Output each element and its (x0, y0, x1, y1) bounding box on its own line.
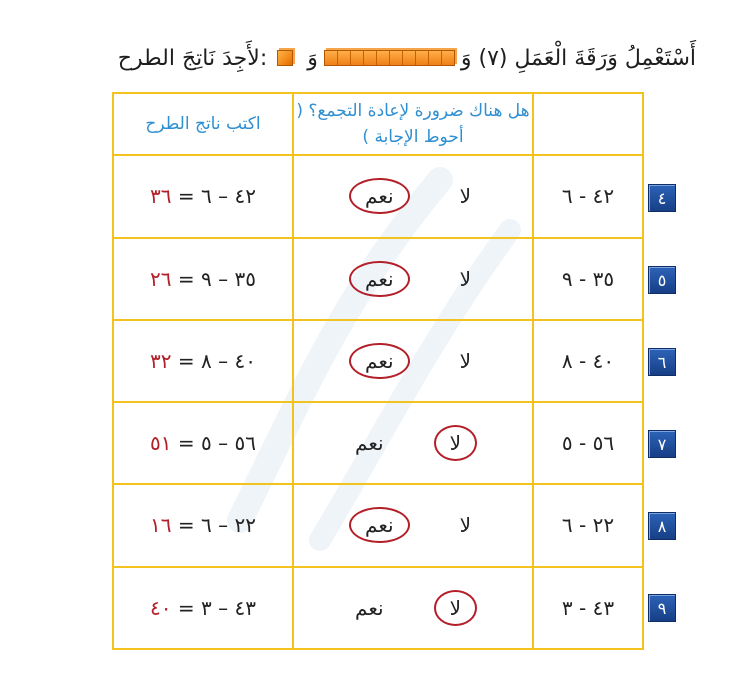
choice-yes[interactable]: نعم (355, 431, 384, 456)
exercise-number-badge: ٨ (648, 512, 676, 540)
exercise-cell (533, 567, 643, 649)
table-header-row (113, 93, 643, 155)
answer-result: ٣٢ (150, 348, 172, 373)
choice-yes[interactable]: نعم (349, 343, 410, 379)
header-exercise (533, 93, 643, 155)
answer-cell (113, 238, 293, 320)
header-regroup-question: هل هناك ضرورة لإعادة التجمع؟ ( أحوط الإجابة ) (293, 93, 533, 155)
answer-expression: ٣٥ – ٩ = (177, 266, 256, 291)
table-row (113, 155, 643, 237)
answer-expression: ٤٠ – ٨ = (177, 348, 256, 373)
exercise-number-badge: ٥ (648, 266, 676, 294)
answer-result: ٣٦ (150, 184, 172, 209)
choice-no[interactable]: لا (434, 590, 477, 626)
answer-result: ٢٦ (150, 266, 172, 291)
regroup-choice-cell (293, 484, 533, 566)
regroup-choice-cell (293, 155, 533, 237)
exercise-cell (533, 484, 643, 566)
exercise-cell (533, 155, 643, 237)
answer-expression: ٥٦ – ٥ = (177, 431, 256, 456)
instruction-part-a: أَسْتَعْمِلُ وَرَقَةَ الْعَمَلِ (٧) وَ (460, 45, 696, 71)
choice-no[interactable]: لا (434, 425, 477, 461)
unit-cube-icon (277, 50, 293, 66)
table-row (113, 567, 643, 649)
choice-no[interactable]: لا (459, 513, 471, 538)
instruction-line (56, 36, 696, 80)
choice-yes[interactable]: نعم (349, 507, 410, 543)
answer-cell (113, 567, 293, 649)
header-write-result: اكتب ناتج الطرح (113, 93, 293, 155)
exercise-text: ٥٦ - ٥ (561, 431, 615, 456)
choice-yes[interactable]: نعم (349, 178, 410, 214)
instruction-part-b: وَ (307, 45, 318, 71)
regroup-choice-cell (293, 238, 533, 320)
answer-cell (113, 484, 293, 566)
regroup-choice-cell (293, 567, 533, 649)
choice-yes[interactable]: نعم (349, 261, 410, 297)
exercise-text: ٤٠ - ٨ (561, 348, 615, 373)
subtraction-table (112, 92, 644, 650)
regroup-choice-cell (293, 320, 533, 402)
choice-no[interactable]: لا (459, 184, 471, 209)
table-row (113, 320, 643, 402)
table-row (113, 402, 643, 484)
answer-result: ٤٠ (150, 595, 172, 620)
exercise-cell (533, 402, 643, 484)
exercise-text: ٢٢ - ٦ (561, 513, 615, 538)
table-row (113, 484, 643, 566)
exercise-cell (533, 320, 643, 402)
regroup-choice-cell (293, 402, 533, 484)
choice-yes[interactable]: نعم (355, 595, 384, 620)
answer-result: ١٦ (150, 513, 172, 538)
answer-expression: ٢٢ – ٦ = (177, 513, 256, 538)
answer-cell (113, 155, 293, 237)
exercise-cell (533, 238, 643, 320)
answer-result: ٥١ (150, 431, 172, 456)
exercise-number-badge: ٦ (648, 348, 676, 376)
table-row (113, 238, 643, 320)
exercise-number-badge: ٩ (648, 594, 676, 622)
answer-expression: ٤٢ – ٦ = (177, 184, 256, 209)
exercise-number-badge: ٤ (648, 184, 676, 212)
choice-no[interactable]: لا (459, 266, 471, 291)
exercise-text: ٤٣ - ٣ (561, 595, 615, 620)
answer-cell (113, 402, 293, 484)
choice-no[interactable]: لا (459, 348, 471, 373)
ten-rod-icon (324, 50, 455, 66)
instruction-part-c: لأَجِدَ نَاتِجَ الطرح: (117, 45, 268, 71)
answer-cell (113, 320, 293, 402)
exercise-text: ٤٢ - ٦ (561, 184, 615, 209)
answer-expression: ٤٣ – ٣ = (177, 595, 256, 620)
exercise-number-badge: ٧ (648, 430, 676, 458)
exercise-text: ٣٥ - ٩ (561, 266, 615, 291)
